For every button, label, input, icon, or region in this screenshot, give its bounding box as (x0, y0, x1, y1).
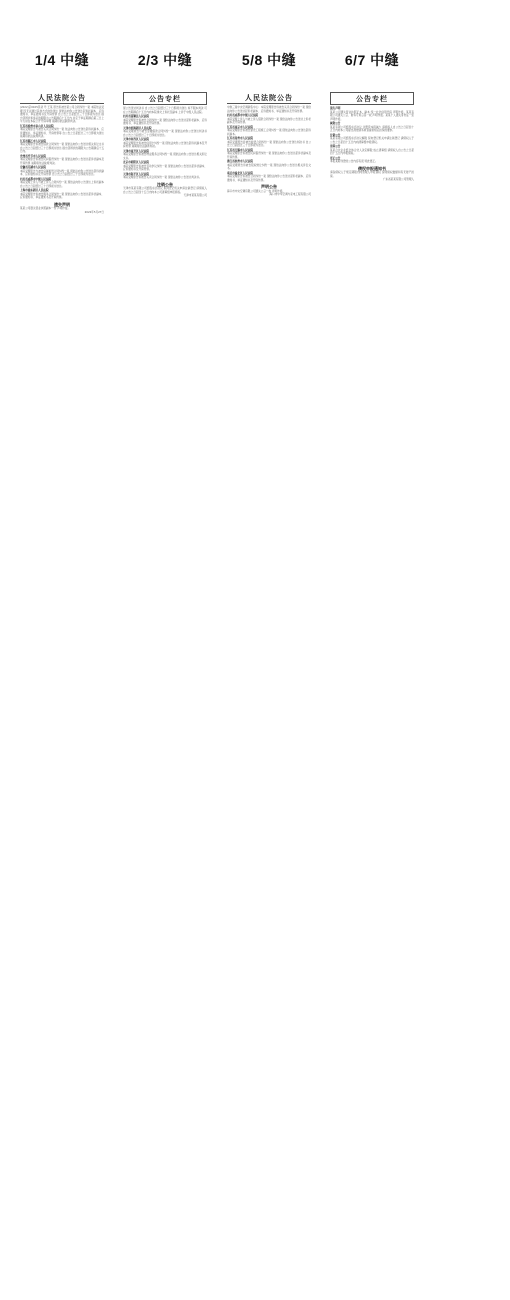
notice-text: 本院受理原告诉被告劳动争议纠纷一案 现依法向你公告送达起诉状副本、应诉通知书及开庭传票。 (123, 164, 207, 171)
notice-heading: 天津市南开区人民法院 (123, 149, 149, 153)
signature: 2022年5月27日 (84, 210, 104, 214)
notice-heading: 重庆市渝北区人民法院 (227, 171, 253, 175)
ad-title: 债权申报通知书 (358, 165, 386, 171)
ad-text: 天津市某某有限公司经股东会决议 拟向登记机关申请注销登记 请债权人自公告之日起四十五日内向本公司清算组申报债权。 (123, 187, 207, 194)
notice-heading: 四川省富顺县人民法院 (123, 115, 149, 118)
column-body (20, 106, 104, 214)
notice-heading: 江苏省镇江市人民法院 (20, 139, 46, 143)
notice-heading: 江苏省徐州市泉山区人民法院 (20, 124, 54, 128)
notice-text: 本院受理原告诉被告借款合同纠纷一案 现依法向你公告送达相关诉讼文书 自公告之日起经过三十日即视为送达 提出答辩状的期限为公告期满后十五日内。 (20, 143, 104, 153)
column-title-3: 5/8 中缝 (241, 52, 297, 68)
notice-heading: 上海市浦东新区人民法院 (20, 189, 49, 192)
column-header: 人民法院公告 (20, 92, 104, 104)
notice-text: 本院受理原告诉被告租赁合同纠纷一案 现依法向你公告送达判决书 自公告之日起经过三十日即视为送达。 (227, 140, 311, 147)
notice-text: 本院受理原告与被告金融借款合同纠纷一案 现依法向你公告送达判决书 自公告之日起经过三十日即视为送达。 (123, 130, 207, 137)
column-3 (227, 92, 311, 1282)
column-title-1: 1/4 中缝 (34, 52, 90, 68)
column-title-4: 6/7 中缝 (344, 52, 400, 68)
notice-text: 本院受理上诉人与被上诉人合同纠纷一案 现依法向你公告送达上诉状副本 自公告之日起经过三十日即视为送达。 (20, 181, 104, 188)
notice-heading: 注销公告 (330, 133, 341, 137)
ad-text: 某某公司遗失营业执照副本一份 声明作废。 (20, 207, 71, 210)
notice-text: 本院受理原告诉被告民间借贷纠纷一案 现依法向你公告送达起诉状副本及开庭传票。 (227, 152, 311, 159)
notice-heading: 四川省成都市中级人民法院 (227, 114, 259, 117)
notice-heading: 贵州省毕节市人民法院 (20, 154, 46, 158)
notice-heading: 天津市滨海新区人民法院 (123, 126, 152, 130)
notice-text: 某某合伙企业经全体合伙人决定解散 成立清算组 请债权人自公告之日起四十五日内申报债权。 (330, 148, 414, 155)
notice-heading: 北京市朝阳区人民法院 (123, 161, 149, 164)
notice-heading: 遗失声明 (330, 107, 341, 110)
notice-heading: 江苏省南京市人民法院 (227, 125, 253, 129)
column-1 (20, 92, 104, 1282)
column-body (123, 107, 207, 198)
ad-title: 声明公告 (261, 184, 277, 189)
column-title-2: 2/3 中缝 (137, 52, 193, 68)
notice-text: 本报某期刊登的公告内容有误 特此更正。 (330, 160, 378, 163)
signature: 广东省某某有限公司管理人 (382, 178, 414, 181)
ad-text: 海口市中央空调有限公司遗失公章一枚 声明作废。 (227, 189, 285, 193)
notice-text: 中航三星中央空调销售中心：本院受理原告诉被告买卖合同纠纷一案 现依法向你公告送达起诉状副本、应诉通知书、举证通知书及开庭传票。 (227, 106, 311, 113)
column-2 (123, 92, 207, 1282)
notice-text: 本院受理原告与被告买卖合同纠纷一案 依法向你公告送达起诉状副本、应诉通知书、举证通知书、开庭传票等 自公告之日起经过三十日即视为送达 逾期将依法缺席判决。 (20, 128, 104, 138)
column-body (227, 106, 311, 197)
notice-text: 本院受理原告诉被告合同纠纷一案 现依法向你公告送达起诉状副本、应诉通知书、举证通知书及开庭传票。 (123, 118, 207, 125)
notice-text: 本院受理原告诉被告股权转让纠纷一案 现依法向你公告送达相关诉讼文书。 (227, 163, 311, 170)
notice-heading: 浙江省杭州市人民法院 (227, 160, 253, 163)
notice-text: 某某公司遗失营业执照正本、副本 统一社会信用代码 声明作废。 (330, 110, 407, 114)
notice-text: 某某有限公司遗失公章、财务专用章各一枚 声明作废。 (330, 110, 414, 117)
notice-heading: 江苏省无锡市人民法院 (227, 148, 253, 152)
notice-text: (2022)京0105民初 号 王某 原告诉被告某公司合同纠纷一案 本院依法受理 因无法通过其他方式向你送达 现依法向你公告送达起诉状副本、应诉通知书、举证通知书及开庭传票 自公告之日起经过三十日即视为送达 提出答辩状和举证的期限为公告期满后十五日内 并定于举证期满后第三日上午九时在本院公开开庭审理 逾期将依法缺席判决。 (20, 106, 104, 123)
notice-text: 本院受理原告诉被告物业服务合同纠纷一案 现依法向你公告送达相关诉讼文书。 (123, 153, 207, 160)
notice-text: 本院受理上诉人与被上诉人借款合同纠纷一案 现依法向你公告送达上诉状副本及开庭传票。 (227, 117, 311, 124)
notice-text: 本院受理原告诉被告信用卡纠纷一案 现依法向你公告送达起诉状副本及开庭传票 逾期将依法缺席判决。 (123, 141, 207, 148)
column-header: 人民法院公告 (227, 92, 311, 104)
notice-heading: 天津市河西区人民法院 (123, 138, 149, 141)
notice-text: 现公告送达判决书 自公告之日起经过三十日即视为送达 如不服本判决 可在公告期满后十五日内向本院递交上诉状及副本 上诉于中级人民法院。 (123, 107, 207, 114)
notice-heading: 安徽省芜湖市人民法院 (20, 166, 46, 169)
notice-heading: 四川省成都市中级人民法院 (20, 177, 52, 181)
ad-title: 注销公告 (157, 181, 173, 187)
notice-text: 本院受理原告与被告房屋租赁合同纠纷一案 现依法向你公告送达起诉状副本、应诉通知书及开庭传票 自公告之日起经过三十日即视为送达。 (20, 169, 104, 176)
notice-text: 某某有限公司经股东会决议 注册资本拟减少 请债权人自公告之日起四十五日内向本公司提出清偿债务或者提供相应担保的要求。 (330, 125, 414, 132)
signature: 海口市中华空调与家电工程有限公司 (269, 193, 311, 196)
ad-text: 请各债权人于规定期限内向管理人申报债权 说明债权数额和有无财产担保。 (330, 171, 414, 178)
notice-text: 某某有限公司经股东会决议解散 拟向登记机关申请注销登记 请债权人于公告之日起四十五日内向清算组申报债权。 (330, 137, 414, 144)
notice-heading: 减资公告 (330, 122, 341, 125)
notice-heading: 清算公告 (330, 145, 341, 148)
notice-heading: 江苏省常州市人民法院 (227, 137, 253, 140)
notice-text: 本院受理原告诉被告合同纠纷一案 现依法向你公告送达起诉状副本、应诉通知书、举证通知书及开庭传票。 (227, 175, 311, 182)
notice-text: 本院受理原告诉被告民间借贷纠纷一案 现依法向你公告送达起诉状副本及开庭传票 逾期将依法缺席判决。 (20, 158, 104, 165)
ad-title: 遗失声明 (54, 201, 70, 207)
column-4 (330, 92, 414, 1282)
notice-heading: 天津市和平区人民法院 (123, 172, 149, 176)
signature: 天津市某某有限公司 (183, 194, 207, 197)
notice-heading: 更正公告 (330, 156, 341, 160)
notice-text: 本院受理原告诉被告建设工程施工合同纠纷一案 现依法向你公告送达起诉状副本。 (227, 129, 311, 136)
notice-text: 本院受理原告诉被告服务合同纠纷一案 现依法向你公告送达起诉状副本、应诉通知书、举证通知书及开庭传票。 (20, 192, 104, 199)
notice-text: 某某个人遗失身份证一张 声明作废。 (330, 114, 414, 121)
notice-text: 本院受理原告诉被告买卖合同纠纷一案 现依法向你公告送达判决书。 (123, 176, 202, 179)
column-header: 公告专栏 (330, 92, 414, 105)
column-header: 公告专栏 (123, 92, 207, 105)
column-body (330, 107, 414, 182)
